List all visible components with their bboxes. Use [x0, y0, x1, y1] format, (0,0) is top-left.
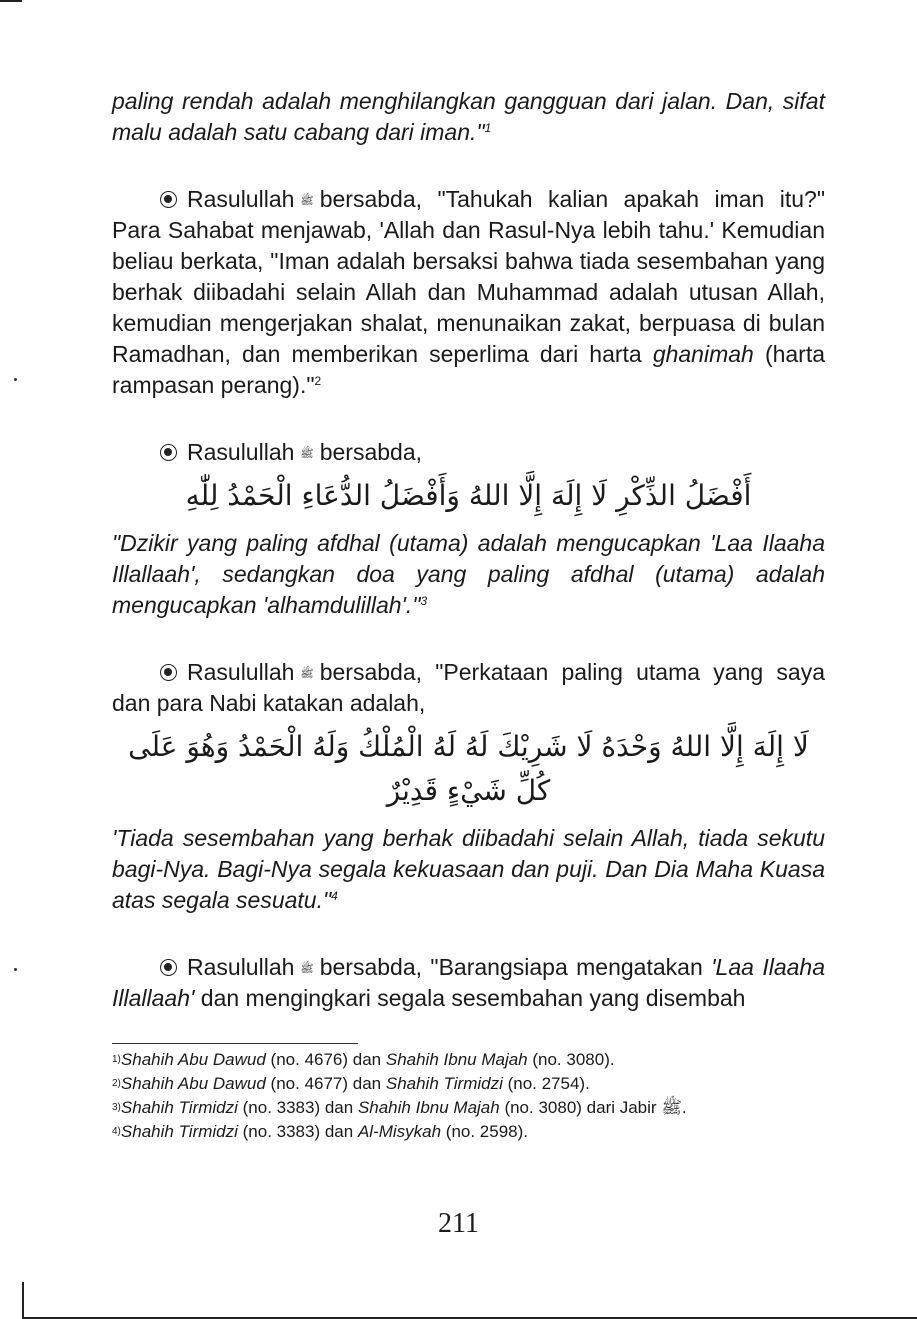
- bullet-icon: [160, 959, 177, 976]
- hadith-paragraph-dzikir: Rasulullah ﷺ bersabda,: [112, 437, 825, 468]
- saw-icon: ﷺ: [300, 447, 314, 460]
- page-number: 211: [438, 1208, 479, 1239]
- saw-icon: ﷺ: [300, 962, 314, 975]
- hadith-paragraph-iman: Rasulullah ﷺ bersabda, "Tahukah kalian apakah iman itu?" Para Sahabat menjawab, 'Allah dan Rasul-Nya lebih tahu.' Kemudian beliau berkata, "Iman adalah bersaksi bahwa tiada sesembahan yang berhak diibadahi selain Allah dan Muhammad adalah utusan Allah, kemudian mengerjakan shalat, menunaikan zakat, berpuasa di bulan Ramadhan, dan memberikan seperlima dari harta ghanimah (harta rampasan perang)."$^2$: [112, 186, 826, 398]
- crop-mark-bottom-vertical: [22, 1282, 24, 1319]
- margin-dot: [14, 378, 17, 381]
- paragraph-continuation: paling rendah adalah menghilangkan gangguan dari jalan. Dan, sifat malu adalah satu cabang dari iman."$^1$: [112, 88, 825, 145]
- saw-icon: ﷺ: [300, 194, 314, 207]
- bullet-icon: [160, 444, 177, 461]
- translation-tahlil: 'Tiada sesembahan yang berhak diibadahi selain Allah, tiada sekutu bagi-Nya. Bagi-Nya segala kekuasaan dan puji. Dan Dia Maha Kuasa atas segala sesuatu."$^4$: [112, 825, 825, 913]
- footnote-ref: 2: [314, 374, 322, 388]
- translation-dzikir: "Dzikir yang paling afdhal (utama) adalah mengucapkan 'Laa Ilaaha Illallaah', sedangkan doa yang paling afdhal (utama) adalah mengucapkan 'alhamdulillah'."$^3$: [112, 530, 825, 618]
- footnote-item: $^{1)}$Shahih Abu Dawud (no. 4676) dan Shahih Ibnu Majah (no. 3080).: [112, 1050, 615, 1069]
- footnote-ref: 4: [331, 889, 338, 903]
- footnotes: [112, 1048, 825, 1144]
- crop-mark-top: [0, 0, 22, 2]
- margin-dot: [14, 968, 17, 971]
- footnote-item: $^{4)}$Shahih Tirmidzi (no. 3383) dan Al-Misykah (no. 2598).: [112, 1122, 529, 1141]
- footnote-ref: 3: [420, 594, 428, 608]
- page-body: [112, 86, 825, 1014]
- footnote-item: $^{3)}$Shahih Tirmidzi (no. 3383) dan Shahih Ibnu Majah (no. 3080) dari Jabir ﷺ.: [112, 1098, 687, 1117]
- saw-icon: ﷺ: [300, 667, 314, 680]
- footnote-ref: 1: [484, 121, 492, 135]
- hadith-paragraph-barangsiapa: Rasulullah ﷺ bersabda, "Barangsiapa mengatakan 'Laa Ilaaha Illallaah' dan mengingkari segala sesembahan yang disembah: [112, 954, 826, 1011]
- footnote-item: $^{2)}$Shahih Abu Dawud (no. 4677) dan Shahih Tirmidzi (no. 2754).: [112, 1074, 590, 1093]
- bullet-icon: [160, 664, 177, 681]
- hadith-paragraph-perkataan: Rasulullah ﷺ bersabda, "Perkataan paling utama yang saya dan para Nabi katakan adalah,: [112, 659, 825, 716]
- footnote-divider: [112, 1043, 358, 1044]
- arabic-text-tahlil: لَا إِلَهَ إِلَّا اللهُ وَحْدَهُ لَا شَرِيْكَ لَهُ لَهُ الْمُلْكُ وَلَهُ الْحَمْدُ وَهُوَ عَلَى كُلِّ شَيْءٍ قَدِيْرٌ: [128, 730, 809, 807]
- arabic-text-dzikir: أَفْضَلُ الذِّكْرِ لَا إِلَهَ إِلَّا اللهُ وَأَفْضَلُ الدُّعَاءِ الْحَمْدُ لِلّٰهِ: [185, 479, 752, 512]
- bullet-icon: [160, 191, 177, 208]
